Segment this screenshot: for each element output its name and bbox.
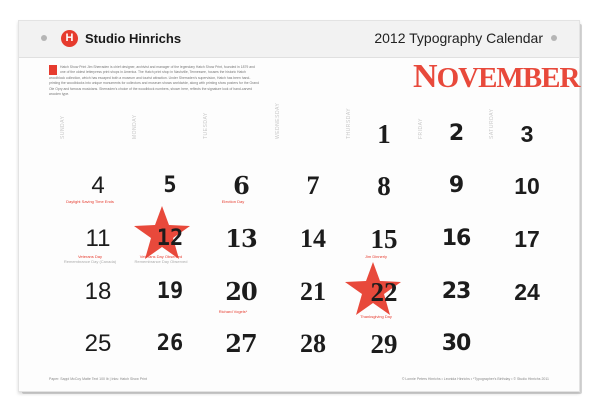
weekday-label-thursday: THURSDAY [346, 107, 352, 139]
holiday-thanksgiving: Thanksgiving Day [360, 314, 392, 319]
day-number-19: 19 [156, 279, 184, 304]
studio-name: Studio Hinrichs [85, 31, 182, 46]
drop-cap-icon [49, 65, 57, 75]
holiday-veterans-observed: Veterans Day Observed [139, 254, 183, 259]
weekday-label-monday: MONDAY [132, 114, 138, 139]
day-number-11: 11 [85, 225, 111, 252]
day-number-18: 18 [84, 278, 112, 305]
day-number-5: 5 [163, 173, 177, 198]
weekday-label-saturday: SATURDAY [489, 108, 495, 139]
day-number-30: 30 [441, 331, 471, 356]
day-number-29: 29 [370, 329, 398, 359]
footer-credits-left: Paper: Sappi McCoy Matte Text 100 lb | Inks: Hatch Show Print [49, 377, 147, 381]
month-rest: OVEMBER [436, 62, 580, 94]
day-number-4: 4 [91, 172, 105, 199]
day-number-21: 21 [300, 277, 326, 306]
day-number-6: 6 [233, 171, 249, 200]
binding-hole-left-icon [41, 35, 47, 41]
binding-hole-right-icon [551, 35, 557, 41]
day-number-8: 8 [377, 171, 391, 201]
intro-paragraph: Hatch Show Print Jim Sherraden is chief designer, archivist and manager of the legendary Hatch Show Print, founded in 1879 and one of the oldest letterpress print shops in America. The Hatch print shop in Nashville, Tennessee, houses the historic Hatch woodblock collection, which has escaped both a museum and tourist attraction. Under Sherraden's supervision, Hatch has been hand-printing the woodblocks into unique monuments for collectors and museum shows worldwide, along with printing show posters for the Grand Ole Opry and famous musicians. Sherraden's choice of the woodblock numbers, shown here, reflects the signature look of hand-carved wooden type. [49, 65, 259, 97]
day-number-22: 22 [370, 277, 398, 307]
month-title [413, 59, 579, 96]
month-initial: N [413, 58, 437, 95]
day-number-17: 17 [514, 226, 540, 252]
weekday-label-tuesday: TUESDAY [203, 112, 209, 139]
holiday-remembrance-day: Remembrance Day (Canada) [63, 259, 117, 264]
holiday-election-day: Election Day [221, 199, 245, 204]
day-number-1: 1 [377, 119, 391, 149]
day-number-28: 28 [300, 329, 326, 358]
day-number-24: 24 [514, 279, 540, 305]
day-number-16: 16 [441, 226, 471, 251]
calendar-sheet [18, 20, 580, 392]
holiday-veterans-day: Veterans Day [77, 254, 102, 259]
calendar-header [19, 21, 579, 58]
day-number-3: 3 [520, 121, 534, 147]
holiday-birthday: Jim Dinnerly [364, 254, 387, 259]
day-number-23: 23 [441, 279, 471, 304]
day-number-9: 9 [448, 173, 464, 198]
day-number-25: 25 [84, 330, 112, 357]
day-number-26: 26 [156, 331, 184, 356]
calendar-title: 2012 Typography Calendar [374, 30, 543, 46]
holiday-richard-vogels: Richard Vogels* [218, 309, 248, 314]
day-number-2: 2 [448, 121, 464, 146]
day-number-14: 14 [300, 224, 326, 253]
day-number-27: 27 [225, 329, 257, 358]
day-number-20: 20 [225, 277, 257, 306]
holiday-remembrance-observed: Remembrance Day Observed [134, 259, 188, 264]
holiday-daylight-saving: Daylight Saving Time Ends [66, 199, 114, 204]
day-number-10: 10 [514, 173, 540, 199]
day-number-7: 7 [306, 171, 320, 200]
footer-credits-right: © Lonnie Peters Hinrichs • Leonida Hinrichs • *Typographer's Birthday • © Studio Hinrichs 2011 [401, 377, 549, 381]
day-number-13: 13 [225, 224, 257, 253]
weekday-label-wednesday: WEDNESDAY [275, 102, 281, 139]
studio-logo-icon: H [61, 30, 78, 47]
day-number-15: 15 [370, 224, 398, 254]
day-number-12: 12 [156, 226, 184, 251]
weekday-label-friday: FRIDAY [418, 118, 424, 139]
intro-text [49, 65, 259, 97]
weekday-label-sunday: SUNDAY [60, 115, 66, 139]
